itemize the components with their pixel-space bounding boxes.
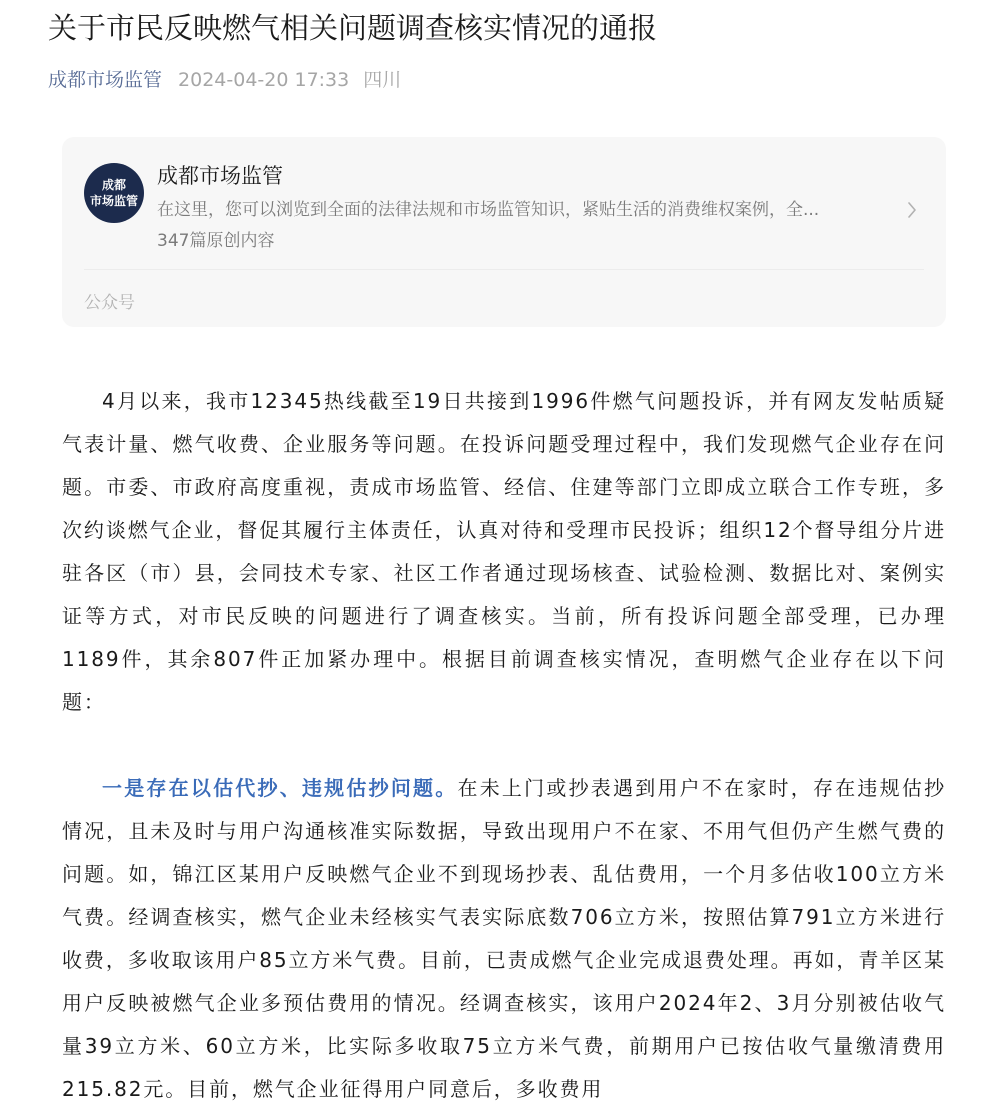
account-type-label: 公众号 xyxy=(84,293,135,313)
chevron-right-icon[interactable] xyxy=(902,197,922,223)
article-meta xyxy=(48,66,401,94)
account-description: 在这里，您可以浏览到全面的法律法规和市场监管知识，紧贴生活的消费维权案例，全... xyxy=(157,200,820,220)
original-count: 347篇原创内容 xyxy=(157,231,275,251)
highlight-heading: 一是存在以估代抄、违规估抄问题。 xyxy=(102,776,458,800)
card-divider xyxy=(84,269,924,270)
publish-date: 2024-04-20 17:33 xyxy=(178,69,350,91)
article-body xyxy=(62,380,946,1101)
paragraph-text: 在未上门或抄表遇到用户不在家时，存在违规估抄情况，且未及时与用户沟通核准实际数据，导致出现用户不在家、不用气但仍产生燃气费的问题。如，锦江区某用户反映燃气企业不到现场抄表、乱估费用，一个月多估收100立方米气费。经调查核实，燃气企业未经核实气表实际底数706立方米，按照估算791立方米进行收费，多收取该用户85立方米气费。目前，已责成燃气企业完成退费处理。再如，青羊区某用户反映被燃气企业多预估费用的情况。经调查核实，该用户2024年2、3月分别被估收气量39立方米、60立方米，比实际多收取75立方米气费，前期用户已按估收气量缴清费用215.82元。目前，燃气企业征得用户同意后，多收费用 xyxy=(62,776,946,1101)
account-card[interactable] xyxy=(62,137,946,327)
article-title: 关于市民反映燃气相关问题调查核实情况的通报 xyxy=(48,11,658,45)
account-name[interactable]: 成都市场监管 xyxy=(157,164,283,188)
publish-region: 四川 xyxy=(363,69,402,91)
avatar-text-line2: 市场监管 xyxy=(89,194,138,208)
paragraph xyxy=(62,767,946,1101)
avatar[interactable] xyxy=(84,163,144,223)
paragraph: 4月以来，我市12345热线截至19日共接到1996件燃气问题投诉，并有网友发帖质疑气表计量、燃气收费、企业服务等问题。在投诉问题受理过程中，我们发现燃气企业存在问题。市委、市政府高度重视，责成市场监管、经信、住建等部门立即成立联合工作专班，多次约谈燃气企业，督促其履行主体责任，认真对待和受理市民投诉；组织12个督导组分片进驻各区（市）县，会同技术专家、社区工作者通过现场核查、试验检测、数据比对、案例实证等方式，对市民反映的问题进行了调查核实。当前，所有投诉问题全部受理，已办理1189件，其余807件正加紧办理中。根据目前调查核实情况，查明燃气企业存在以下问题： xyxy=(62,389,946,714)
avatar-text-line1: 成都 xyxy=(101,178,126,192)
author-link[interactable]: 成都市场监管 xyxy=(48,69,163,91)
